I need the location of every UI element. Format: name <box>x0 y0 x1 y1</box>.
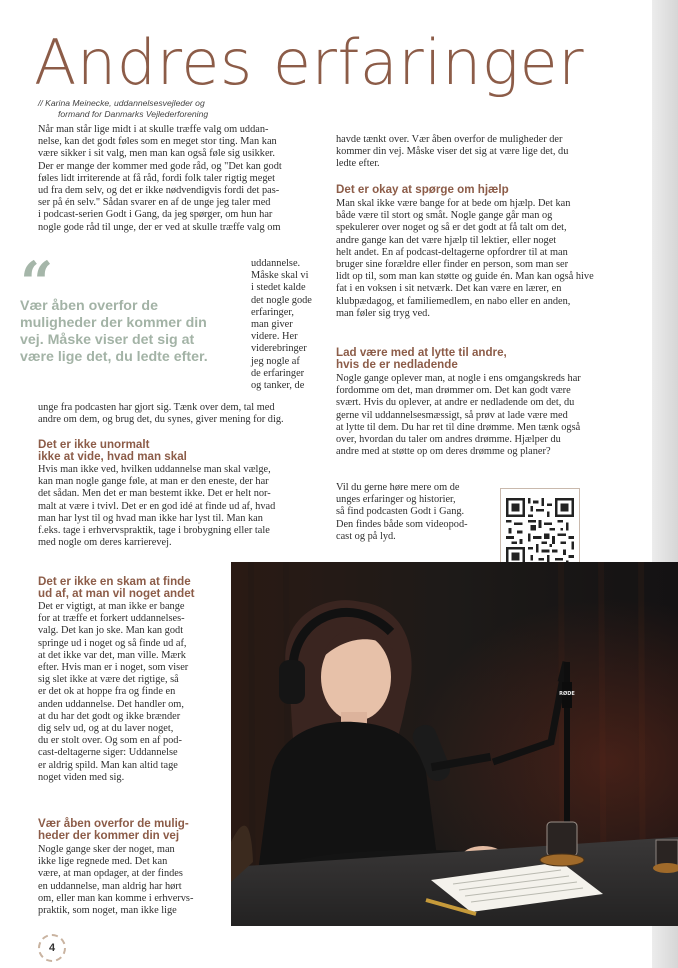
text-line: man føler sig tryg ved. <box>336 307 430 319</box>
text-line: Når man står lige midt i at skulle træffe valg om uddan- <box>38 124 269 135</box>
text-line: er aldrig spild. Man kan altid tage <box>38 759 178 771</box>
section-paragraph <box>336 198 594 320</box>
heading-line: Vær åben overfor de mulig- <box>38 817 189 830</box>
text-line: Det er vigtigt, at man ikke er bange <box>38 601 185 612</box>
section-paragraph <box>38 844 193 917</box>
section-heading <box>336 184 509 196</box>
continued-paragraph <box>336 134 568 171</box>
quote-line: være lige det, du ledte efter. <box>20 349 208 365</box>
text-line: helt andet. En af podcast-deltagerne opfordrer til at man <box>336 246 568 258</box>
podcast-photo-illustration <box>231 562 678 926</box>
text-line: videre. Her <box>251 331 298 343</box>
text-line: sig slet ikke at være det rigtige, så <box>38 674 179 686</box>
text-line: over, hvordan du taler om andres drømme. Hjælper du <box>336 434 561 446</box>
byline-line: formand for Danmarks Vejlederforening <box>58 109 209 119</box>
text-line: det nogle gode <box>251 294 312 306</box>
text-line: at det ikke var det, man ville. Mærk <box>38 649 186 661</box>
text-line: unges erfaringer og historier, <box>336 494 456 506</box>
text-line: efter. Hvis man er i noget, som viser <box>38 662 189 674</box>
text-line: Vil du gerne høre mere om de <box>336 482 460 493</box>
quote-line: muligheder der kommer din <box>20 315 207 331</box>
text-line: er det ok at hoppe fra og finde en <box>38 686 176 698</box>
text-line: være, at man opdager, at der findes <box>38 868 183 880</box>
heading-line: Det er ikke en skam at finde <box>38 575 191 588</box>
text-line: fordomme om det, man drømmer om. Det kan godt være <box>336 385 571 397</box>
section-heading <box>38 818 189 842</box>
text-line: i podcast-serien Godt i Gang, da jeg spørger, om hun har <box>38 209 273 221</box>
intro-paragraph <box>38 124 282 234</box>
text-line: uddannelse. <box>251 258 301 269</box>
text-line: cast-deltagerne siger: Uddannelse <box>38 747 178 759</box>
text-line: i stedet kalde <box>251 282 306 294</box>
mic-brand: RØDE <box>559 691 575 697</box>
text-line: ser på én selv." Sådan svarer en af de unge jeg taler med <box>38 197 271 209</box>
heading-line: hvis de er nedladende <box>336 358 458 372</box>
page-number: 4 <box>38 934 66 962</box>
text-line: ikke lige regnede med. Det kan <box>38 856 168 868</box>
text-line: erfaringer, <box>251 306 294 318</box>
text-line: nelse, kan det godt føles som en meget stor ting. Man kan <box>38 136 277 148</box>
text-line: bruger sine forældre eller finder en person, som man ser <box>336 259 569 271</box>
text-line: Den findes både som videopod- <box>336 518 468 530</box>
text-line: kommer din vej. Måske viser det sig at være lige det, du <box>336 146 569 158</box>
heading-line: Lad være med at lytte til andre, <box>336 346 507 359</box>
text-line: dig selv ud, og at du laver noget, <box>38 723 174 735</box>
text-line: Hvis man ikke ved, hvilken uddannelse man skal vælge, <box>38 464 271 475</box>
text-line: noget viden med sig. <box>38 771 125 783</box>
text-line: Nogle gange oplever man, at nogle i ens omgangskreds har <box>336 373 581 384</box>
podcast-photo <box>231 562 678 926</box>
text-line: så find podcasten Godt i Gang. <box>336 506 465 518</box>
heading-line: ud af, at man vil noget andet <box>38 587 195 601</box>
byline <box>38 98 208 120</box>
text-line: anden uddannelse. Det handler om, <box>38 698 184 710</box>
text-line: f.eks. tage i erhvervspraktik, tage i brobygning eller tale <box>38 525 270 537</box>
text-line: både være til stort og småt. Nogle gange går man og <box>336 210 553 222</box>
closing-paragraph <box>336 482 468 543</box>
intro-narrow-paragraph <box>251 258 312 392</box>
text-line: føles lidt irriterende at få råd, fordi folk taler rigtig meget <box>38 172 275 184</box>
heading-line: Det er ikke unormalt <box>38 438 150 451</box>
byline-line: // Karina Meinecke, uddannelsesvejleder og <box>38 98 205 108</box>
text-line: at du har det godt og ikke brænder <box>38 710 181 722</box>
quote-mark-icon: “ <box>20 249 54 317</box>
text-line: gerne vil uddannelsesmæssigt, så prøv at lade være med <box>336 409 568 421</box>
text-line: de erfaringer <box>251 367 305 379</box>
text-line: og tanker, de <box>251 380 305 392</box>
section-paragraph <box>38 601 188 784</box>
article-title: Andres erfaringer <box>34 26 585 99</box>
text-line: andre gange kan det være hjælp til lektier, eller noget <box>336 234 557 246</box>
text-line: havde tænkt over. Vær åben overfor de muligheder der <box>336 134 563 145</box>
section-heading <box>38 576 195 600</box>
section-paragraph <box>336 373 581 458</box>
text-line: Der er mange der kommer med gode råd, og "Det kan godt <box>38 160 282 172</box>
intro-end-paragraph <box>38 402 284 426</box>
text-line: spekulerer over noget og så er det godt at få talt om det, <box>336 222 567 234</box>
text-line: en uddannelse, man aldrig har hørt <box>38 880 182 892</box>
text-line: Måske skal vi <box>251 270 309 282</box>
quote-line: vej. Måske viser det sig at <box>20 332 195 348</box>
section-heading <box>336 347 507 371</box>
qr-code-icon <box>506 498 574 566</box>
text-line: det sådan. Men det er man bestemt ikke. Det er helt nor- <box>38 488 271 500</box>
text-line: Man skal ikke være bange for at bede om hjælp. Det kan <box>336 198 571 209</box>
text-line: klubpædagog, et familiemedlem, en nabo eller en anden, <box>336 295 571 307</box>
text-line: om, eller man kan komme i erhvervs- <box>38 892 194 904</box>
quote-line: Vær åben overfor de <box>20 298 158 314</box>
text-line: viderebringer <box>251 343 307 355</box>
text-line: springe ud i noget og så finde ud af, <box>38 637 187 649</box>
text-line: ledte efter. <box>336 158 380 170</box>
section-heading <box>38 439 187 463</box>
pull-quote <box>20 298 208 366</box>
text-line: nogle gode råd til unge, der er ved at skulle træffe valg om <box>38 221 281 233</box>
section-paragraph <box>38 464 275 549</box>
text-line: at lytte til dem. Du har ret til dine drømme. Men tænk også <box>336 421 581 433</box>
text-line: Nogle gange sker der noget, man <box>38 844 175 855</box>
text-line: for at træffe et forkert uddannelses- <box>38 613 185 625</box>
heading-line: ikke at vide, hvad man skal <box>38 450 187 464</box>
text-line: ud fra dem selv, og det er ikke nødvendigvis fordi det pas- <box>38 185 280 197</box>
text-line: malt at være i tvivl. Det er en god idé at finde ud af, hvad <box>38 500 276 512</box>
text-line: praktik, som noget, man ikke lige <box>38 905 177 917</box>
text-line: valg. Det kan jo ske. Man kan godt <box>38 625 184 637</box>
heading-line: Det er okay at spørge om hjælp <box>336 183 509 196</box>
text-line: man har lyst til og hvad man ikke har lyst til. Man kan <box>38 512 263 524</box>
text-line: unge fra podcasten har gjort sig. Tænk over dem, tal med <box>38 402 275 413</box>
text-line: andre med at støtte op om deres drømme og planer? <box>336 446 551 458</box>
text-line: cast og på lyd. <box>336 530 396 542</box>
text-line: lidt op til, som man kan støtte og guide én. Man kan også hive <box>336 271 594 283</box>
text-line: man giver <box>251 319 293 331</box>
text-line: være sikker i sit valg, men man kan også føle sig usikker. <box>38 148 276 160</box>
text-line: med nogle om deres karrierevej. <box>38 537 172 549</box>
text-line: fat i en voksen i sit netværk. Det kan være en lærer, en <box>336 283 562 295</box>
text-line: kan man nogle gange føle, at man er den eneste, der har <box>38 476 269 488</box>
heading-line: heder der kommer din vej <box>38 829 180 843</box>
text-line: andre om dem, og brug det, du synes, giver mening for dig. <box>38 414 284 426</box>
text-line: jeg nogle af <box>251 355 300 367</box>
text-line: du er stolt over. Og som en af pod- <box>38 735 182 747</box>
text-line: svært. Hvis du oplever, at andre er nedladende om det, du <box>336 397 575 409</box>
